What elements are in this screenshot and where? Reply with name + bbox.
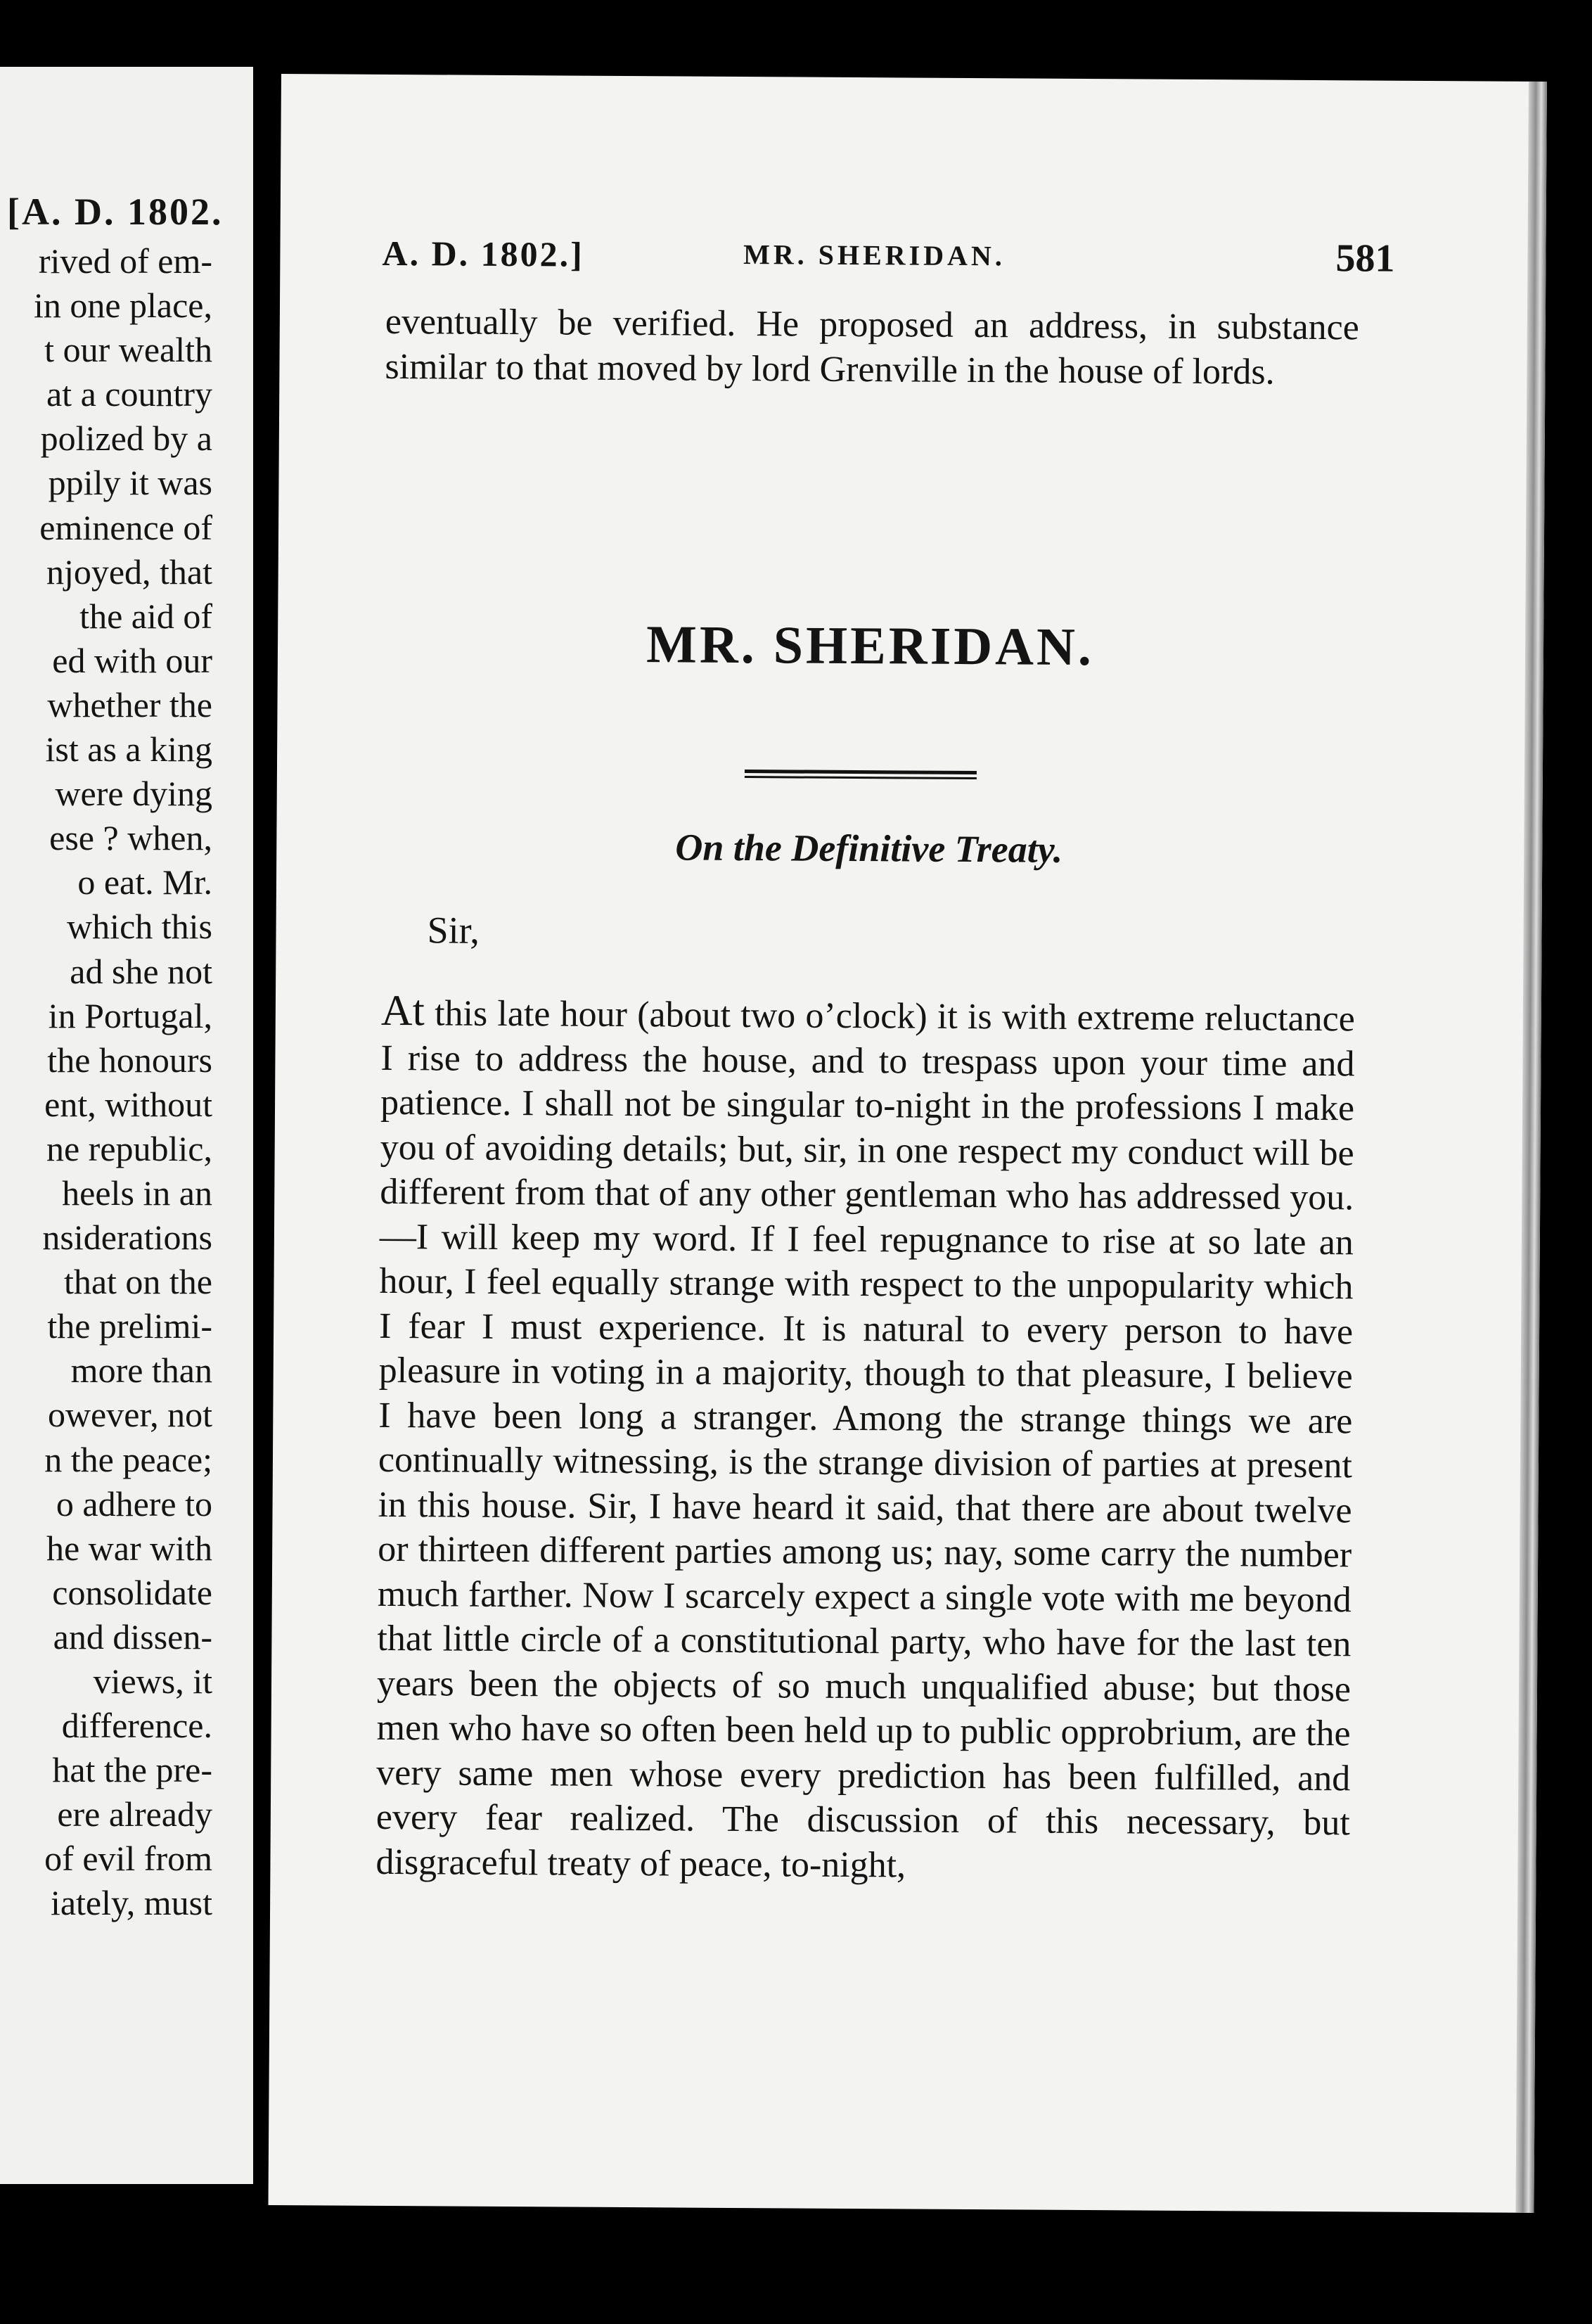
previous-page-line: whether the bbox=[47, 684, 212, 724]
page-number: 581 bbox=[1335, 236, 1395, 281]
continued-paragraph-text: eventually be verified. He proposed an address, in substance similar to that moved by lord Grenville in the house of lords. bbox=[385, 301, 1359, 392]
ornamental-rule bbox=[745, 770, 977, 779]
previous-page-line: owever, not bbox=[47, 1395, 212, 1435]
previous-page-line: ent, without bbox=[44, 1084, 212, 1124]
previous-page-line: ere already bbox=[57, 1794, 212, 1834]
running-head bbox=[382, 233, 1395, 281]
running-head-date: A. D. 1802.] bbox=[382, 233, 584, 274]
previous-page-text-fragments bbox=[34, 239, 212, 1926]
previous-page-line: rived of em- bbox=[38, 241, 212, 281]
previous-page-line: ad she not bbox=[70, 951, 212, 991]
previous-page-line: more than bbox=[70, 1351, 212, 1391]
speech-first-word: At bbox=[380, 986, 425, 1035]
previous-page-line: which this bbox=[67, 907, 212, 947]
previous-page-line: ist as a king bbox=[45, 729, 212, 770]
previous-page-line: polized by a bbox=[40, 419, 212, 459]
previous-page-line: iately, must bbox=[50, 1883, 212, 1923]
previous-page-running-head: [A. D. 1802. bbox=[7, 191, 224, 233]
speech-paragraph bbox=[375, 986, 1355, 1890]
previous-page-line: ppily it was bbox=[48, 463, 212, 503]
previous-page-line: t our wealth bbox=[44, 330, 212, 370]
previous-page-line: ne republic, bbox=[46, 1128, 212, 1168]
previous-page-line: views, it bbox=[93, 1661, 212, 1701]
previous-page-line: in one place, bbox=[33, 286, 212, 326]
speech-subtitle: On the Definitive Treaty. bbox=[675, 826, 1063, 871]
previous-page-line: he war with bbox=[46, 1528, 212, 1568]
previous-page-line: hat the pre- bbox=[52, 1750, 212, 1790]
previous-page-line: the aid of bbox=[79, 596, 212, 636]
speaker-heading: MR. SHERIDAN. bbox=[646, 615, 1095, 677]
page-edge-shadow bbox=[1515, 82, 1547, 2213]
salutation: Sir, bbox=[427, 909, 480, 952]
previous-page-line: heels in an bbox=[62, 1173, 212, 1213]
previous-page-line: eminence of bbox=[39, 507, 212, 547]
current-page bbox=[268, 74, 1546, 2213]
continued-paragraph bbox=[385, 300, 1359, 395]
previous-page-line: were dying bbox=[55, 774, 212, 814]
previous-page-line: at a country bbox=[46, 374, 212, 414]
previous-page-line: of evil from bbox=[44, 1839, 212, 1879]
previous-page-line: difference. bbox=[61, 1706, 212, 1746]
speech-body-text: this late hour (about two o’clock) it is with extreme reluctance I rise to address the house, and to trespass upon your time and patience. I shall not be singular to-night in the professions I make you of avoiding details; but, sir, in one respect my conduct will be different from that of any other gentleman who has addressed you.—I will keep my word. If I feel repugnance to rise at so late an hour, I feel equally strange with respect to the unpopularity which I fear I must experience. It is natural to every person to have pleasure in voting in a majority, though to that pleasure, I believe I have been long a stranger. Among the strange things we are continually witnessing, is the strange division of parties at present in this house. Sir, I have heard it said, that there are about twelve or thirteen different parties among us; nay, some carry the number much farther. Now I scarcely expect a single vote with me beyond that little circle of a constitutional party, who have for the last ten years been the objects of so much unqualified abuse; but those men who have so often been held up to public opprobrium, are the very same men whose every prediction has been fulfilled, and every fear realized. The discussion of this necessary, but disgraceful treaty of peace, to-night, bbox=[375, 993, 1355, 1885]
previous-page-line: o adhere to bbox=[56, 1483, 212, 1524]
previous-page-line: that on the bbox=[63, 1262, 212, 1302]
previous-page bbox=[0, 67, 253, 2184]
running-head-title: MR. SHERIDAN. bbox=[743, 238, 1006, 272]
previous-page-line: o eat. Mr. bbox=[77, 862, 212, 902]
previous-page-line: the honours bbox=[47, 1040, 212, 1080]
previous-page-line: in Portugal, bbox=[48, 995, 212, 1035]
previous-page-line: njoyed, that bbox=[46, 551, 212, 592]
previous-page-line: ed with our bbox=[52, 640, 212, 680]
previous-page-line: nsiderations bbox=[42, 1218, 212, 1258]
previous-page-line: the prelimi- bbox=[47, 1306, 212, 1346]
previous-page-line: ese ? when, bbox=[49, 818, 212, 858]
previous-page-line: consolidate bbox=[52, 1572, 212, 1612]
previous-page-line: and dissen- bbox=[53, 1616, 212, 1656]
previous-page-line: n the peace; bbox=[44, 1439, 212, 1479]
